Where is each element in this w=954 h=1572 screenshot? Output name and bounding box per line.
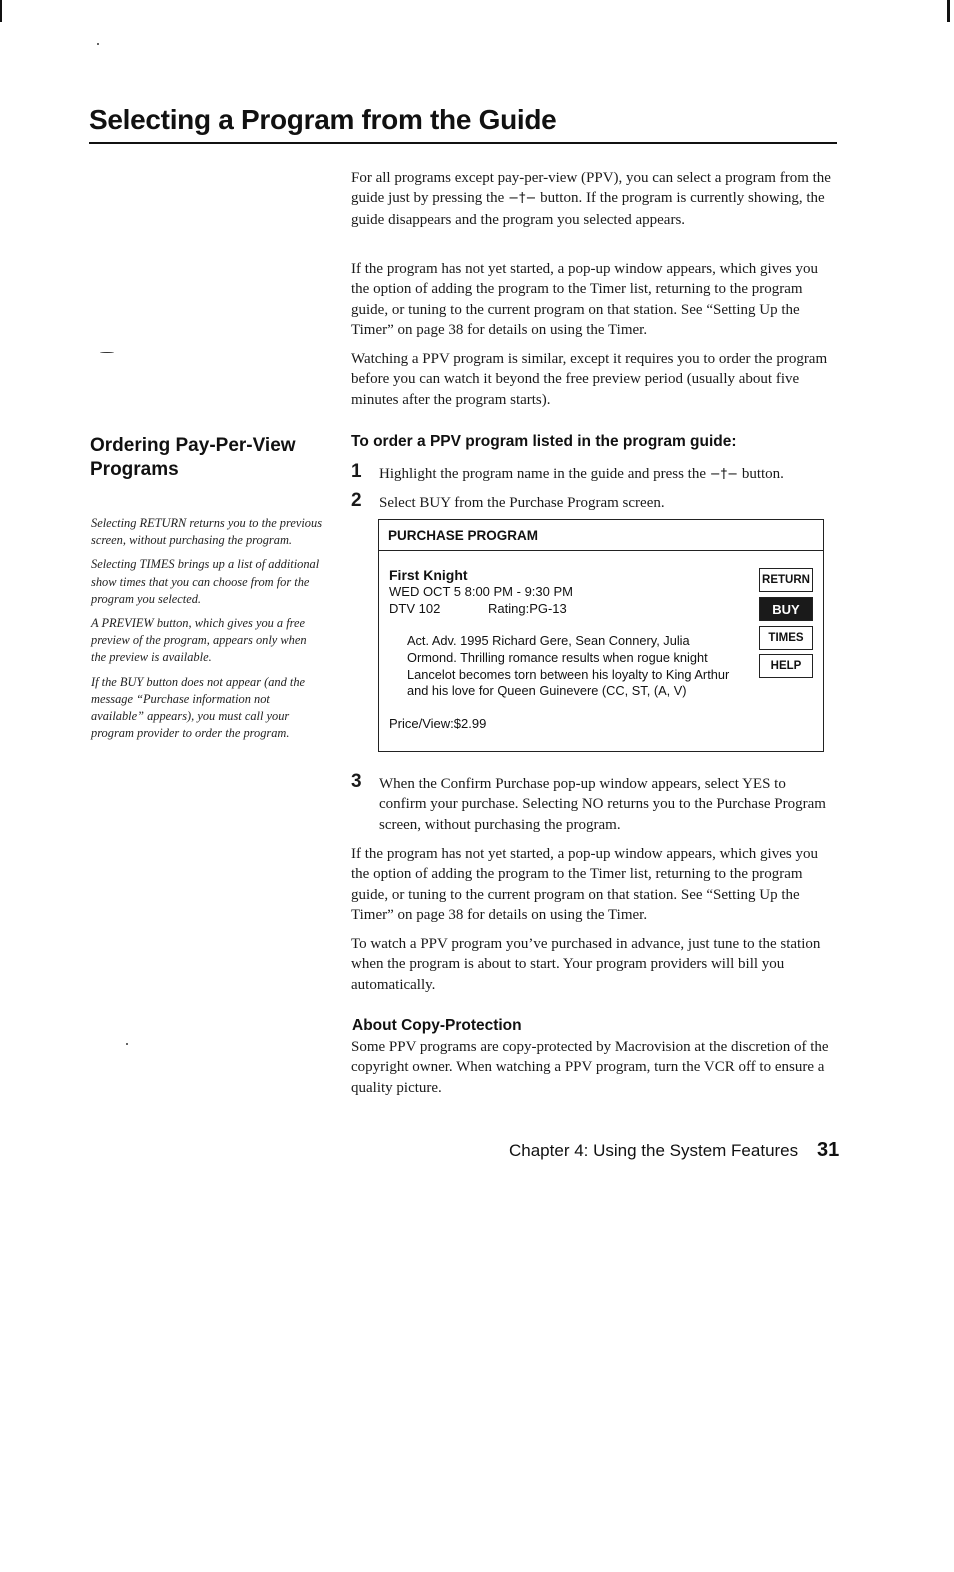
margin-notes [91, 515, 323, 749]
timer-paragraph [351, 259, 837, 341]
timer-paragraph-text: If the program has not yet started, a pop-up window appears, which gives you the option of adding the program to the Timer list, returning to the program guide, or tuning to the current program on that station. See “Setting Up the Timer” on page 38 for details on using the Timer. [351, 261, 818, 339]
scan-speck [97, 43, 99, 45]
section-heading: Ordering Pay-Per-View Programs [90, 435, 296, 480]
scan-edge-mark [0, 0, 2, 22]
advance-purchase-text: To watch a PPV program you’ve purchased in advance, just tune to the station when the program is about to start. Your program providers will bill you automatically. [351, 936, 821, 993]
procedure-heading: To order a PPV program listed in the program guide: [351, 433, 737, 450]
copy-protection-paragraph [351, 1037, 837, 1098]
plus-select-icon: −†− [508, 191, 537, 207]
chapter-title: Chapter 4: Using the System Features [509, 1141, 799, 1160]
program-description: Act. Adv. 1995 Richard Gere, Sean Connery, Julia Ormond. Thrilling romance results when rogue knight Lancelot becomes torn between his loyalty to King Arthur and his love for Queen Guinevere (CC, ST, (A, V) [407, 633, 730, 699]
note-return: Selecting RETURN returns you to the previous screen, without purchasing the program. [91, 516, 323, 548]
title-rule [89, 142, 837, 144]
note-buy: If the BUY button does not appear (and the message “Purchase information not available” appears), you must call your program provider to order the program. [91, 674, 306, 741]
advance-purchase-paragraph [351, 934, 837, 995]
step-text: When the Confirm Purchase pop-up window appears, select YES to confirm your purchase. Selecting NO returns you to the Purchase Program screen, without purchasing the program. [379, 776, 826, 833]
help-button[interactable]: HELP [759, 654, 813, 678]
return-button[interactable]: RETURN [759, 568, 813, 592]
copy-protection-heading: About Copy-Protection [352, 1017, 522, 1034]
scan-edge-mark [947, 0, 950, 22]
note-preview: A PREVIEW button, which gives you a free preview of the program, appears only when the preview is available. [91, 616, 307, 665]
step-number: 1 [351, 461, 362, 482]
not-started-text: If the program has not yet started, a pop-up window appears, which gives you the option of adding the program to the Timer list, returning to the program guide, or tuning to the current program on that station. See “Setting Up the Timer” on page 38 for details on using the Timer. [351, 846, 818, 924]
panel-header [379, 520, 823, 551]
copy-protection-text: Some PPV programs are copy-protected by Macrovision at the discretion of the copyright owner. When watching a PPV program, turn the VCR off to ensure a quality picture. [351, 1039, 829, 1096]
step-text [379, 464, 837, 485]
times-button[interactable]: TIMES [759, 626, 813, 650]
note-times: Selecting TIMES brings up a list of additional show times that you can choose from for the program you selected. [91, 557, 320, 606]
program-channel: DTV 102 [389, 601, 441, 616]
program-rating: Rating:PG-13 [488, 601, 567, 616]
not-started-paragraph [351, 844, 837, 926]
intro-paragraph [351, 168, 837, 230]
buy-button[interactable]: BUY [759, 597, 813, 621]
step-text-start: Highlight the program name in the guide and press the [379, 466, 710, 482]
purchase-program-panel [378, 519, 824, 752]
page-number: 31 [817, 1139, 840, 1161]
plus-select-icon: −†− [709, 467, 739, 482]
panel-title: PURCHASE PROGRAM [388, 528, 539, 543]
scan-speck [126, 1043, 128, 1045]
page-footer [509, 1139, 840, 1161]
program-name: First Knight [389, 567, 468, 583]
step-text: Select BUY from the Purchase Program screen. [379, 495, 665, 511]
page-title: Selecting a Program from the Guide [89, 104, 557, 135]
step-text-end: button. [738, 466, 784, 482]
program-schedule: WED OCT 5 8:00 PM - 9:30 PM [389, 584, 573, 599]
program-price: Price/View:$2.99 [389, 716, 487, 731]
intro-text-end: button. If the program is currently showing, the guide disappears and the program you selected appears. [351, 190, 825, 228]
ppv-paragraph-text: Watching a PPV program is similar, except it requires you to order the program before you can watch it beyond the free preview period (usually about five minutes after the program starts). [351, 351, 828, 408]
ppv-paragraph [351, 349, 837, 410]
step-number: 3 [351, 771, 362, 792]
scan-speck [100, 352, 114, 353]
intro-text-start: For all programs except pay-per-view (PPV), you can select a program from the guide just by pressing the [351, 170, 831, 207]
step-number: 2 [351, 490, 362, 511]
